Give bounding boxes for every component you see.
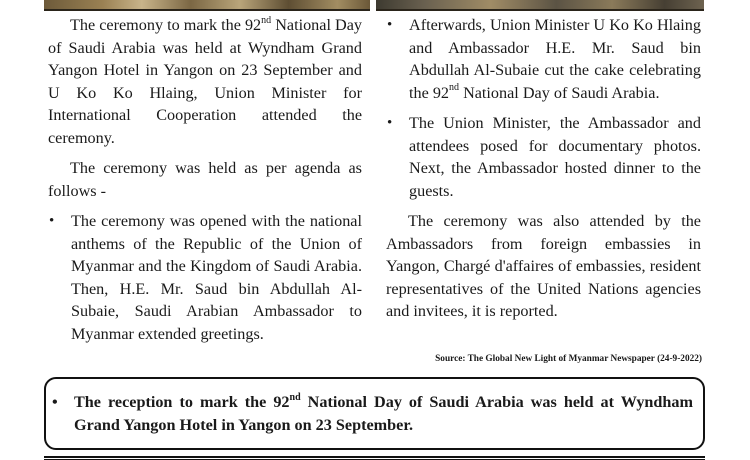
- agenda-list: [386, 14, 701, 202]
- source-credit: Source: The Global New Light of Myanmar Newspaper (24-9-2022): [435, 354, 702, 364]
- article-paragraph: The ceremony to mark the 92nd National Day of Saudi Arabia was held at Wyndham Grand Yangon Hotel in Yangon on 23 September and U Ko Ko Hlaing, Union Minister for International Cooperation attended the ceremony.: [48, 14, 362, 147]
- article-paragraph: The ceremony was also attended by the Ambassadors from foreign embassies in Yangon, Chargé d'affaires of embassies, resident representatives of the United Nations agencies and invitees, it is reported.: [386, 212, 701, 320]
- footer-divider: [44, 456, 705, 458]
- ceremony-photo-right: [376, 0, 704, 11]
- ceremony-photo-left: [44, 0, 370, 11]
- bullet-icon: •: [387, 115, 393, 131]
- bullet-icon: •: [387, 17, 393, 33]
- article-column-right: [386, 14, 701, 323]
- agenda-list: [48, 210, 362, 345]
- agenda-item: • The ceremony was opened with the national anthems of the Republic of the Union of Myanmar and the Kingdom of Saudi Arabia. Then, H.E. Mr. Saud bin Abdullah Al-Subaie, Saudi Arabian Ambassador to Myanmar extended greetings.: [49, 212, 362, 343]
- highlight-text: • The reception to mark the 92nd National Day of Saudi Arabia was held at Wyndham Grand Yangon Hotel in Yangon on 23 September.: [52, 391, 693, 434]
- article-paragraph: The ceremony was held as per agenda as follows -: [48, 159, 362, 200]
- article-column-left: [48, 14, 362, 345]
- bullet-icon: •: [52, 393, 58, 411]
- bullet-icon: •: [49, 213, 55, 229]
- highlight-box: [44, 377, 705, 450]
- agenda-item: • Afterwards, Union Minister U Ko Ko Hlaing and Ambassador H.E. Mr. Saud bin Abdullah Al-Subaie cut the cake celebrating the 92nd National Day of Saudi Arabia.: [387, 16, 701, 102]
- agenda-item: • The Union Minister, the Ambassador and attendees posed for documentary photos. Next, the Ambassador hosted dinner to the guests.: [387, 114, 701, 200]
